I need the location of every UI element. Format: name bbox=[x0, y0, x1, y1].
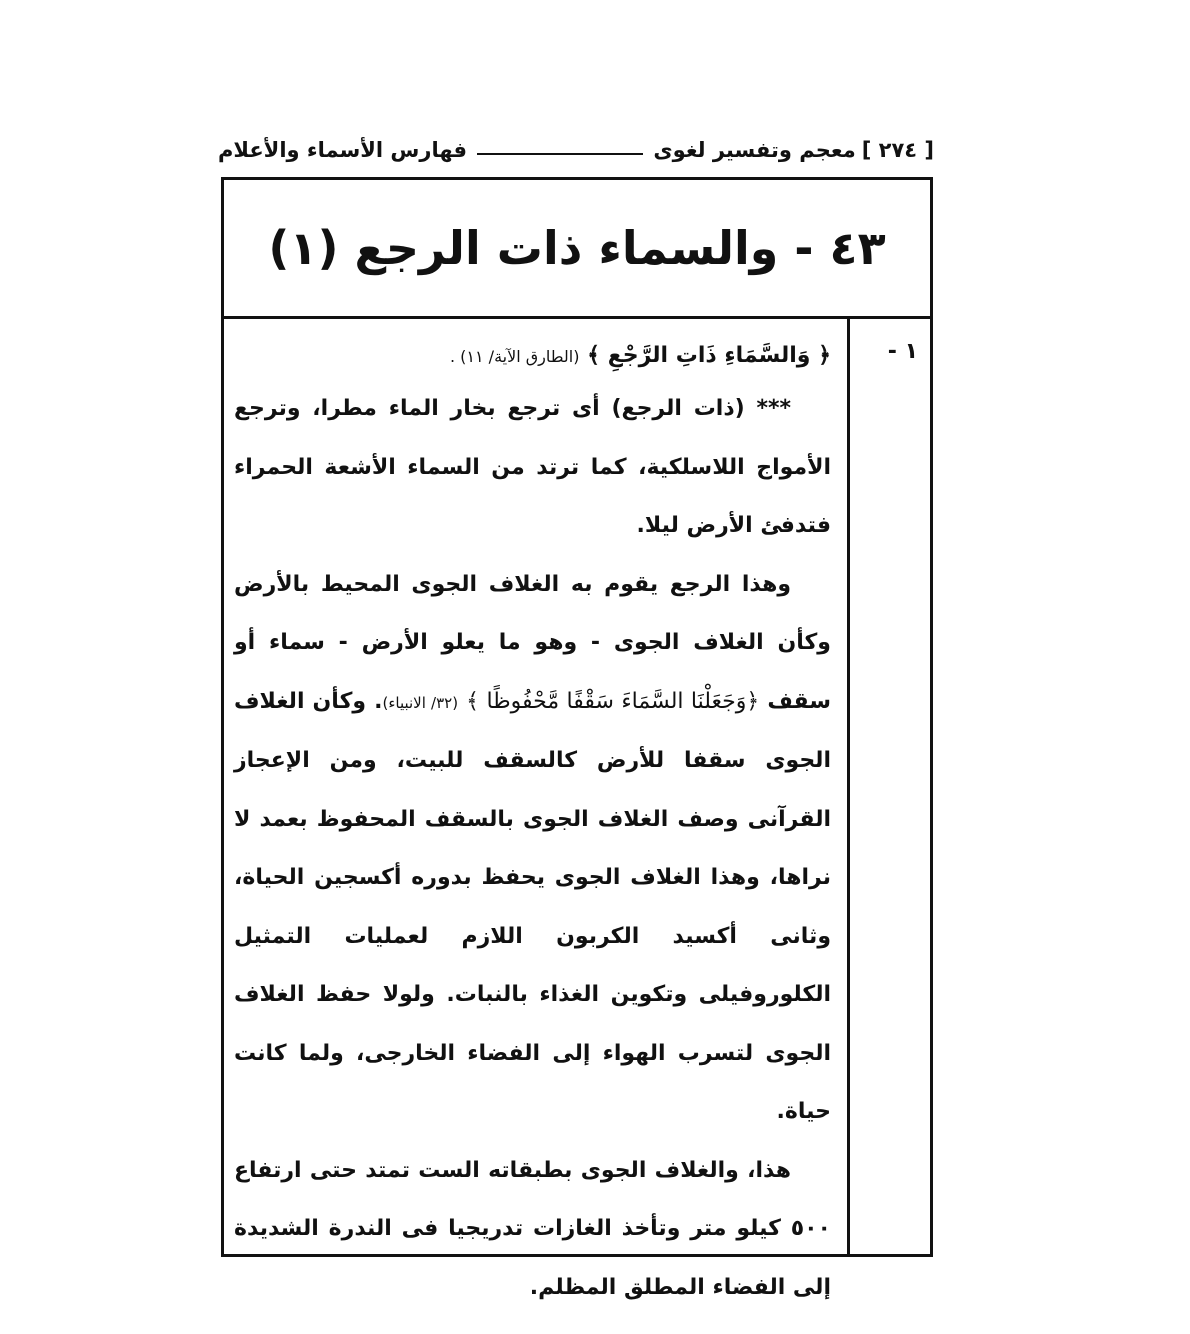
verse-text: ﴿ وَالسَّمَاءِ ذَاتِ الرَّجْعِ ﴾ bbox=[587, 343, 831, 368]
paragraph-1: *** (ذات الرجع) أى ترجع بخار الماء مطرا، وترجع الأمواج اللاسلكية، كما ترتد من السماء الأشعة الحمراء فتدفئ الأرض ليلا. bbox=[234, 396, 831, 538]
paragraph-2-reference: (٣٢/ الانبياء) bbox=[382, 693, 459, 712]
paragraph-3: هذا، والغلاف الجوى بطبقاته الست تمتد حتى ارتفاع ٥٠٠ كيلو متر وتأخذ الغازات تدريجيا فى الندرة الشديدة إلى الفضاء المطلق المظلم. bbox=[234, 1157, 831, 1300]
paragraph-2 bbox=[234, 556, 831, 1142]
title-box bbox=[224, 180, 930, 319]
verse-line bbox=[234, 333, 831, 380]
content-frame bbox=[221, 177, 933, 1300]
page-number: [ ٢٧٤ ] bbox=[861, 138, 934, 162]
paragraph-2-verse: ﴿وَجَعَلْنَا السَّمَاءَ سَقْفًا مَّحْفُوظًا ﴾ bbox=[466, 688, 760, 714]
book-title: معجم وتفسير لغوى bbox=[653, 138, 856, 162]
paragraph-2-part-2: . وكأن الغلاف الجوى سقفا للأرض كالسقف للبيت، ومن الإعجاز القرآنى وصف الغلاف الجوى بالسقف المحفوظ بعمد لا نراها، وهذا الغلاف الجوى يحفظ بدوره أكسجين الحياة، وثانى أكسيد الكربون اللازم لعمليات التمثيل الكلوروفيلى وتكوين الغذاء بالنبات. ولولا حفظ الغلاف الجوى لتسرب الهواء إلى الفضاء الخارجى، ولما كانت حياة. bbox=[234, 688, 831, 1124]
entry-body bbox=[224, 319, 847, 1300]
number-column bbox=[847, 319, 930, 1254]
chapter-title: ٤٣ - والسماء ذات الرجع (١) bbox=[268, 221, 886, 275]
verse-reference: (الطارق الآية/ ١١) . bbox=[449, 347, 580, 366]
paragraph-2-part-1: وهذا الرجع يقوم به الغلاف الجوى المحيط بالأرض وكأن الغلاف الجوى - وهو ما يعلو الأرض - سماء أو سقف bbox=[234, 571, 832, 714]
header-rule bbox=[477, 153, 643, 155]
entry-number: ١ - bbox=[887, 339, 918, 364]
section-title: فهارس الأسماء والأعلام bbox=[218, 138, 467, 162]
running-header bbox=[218, 122, 934, 162]
